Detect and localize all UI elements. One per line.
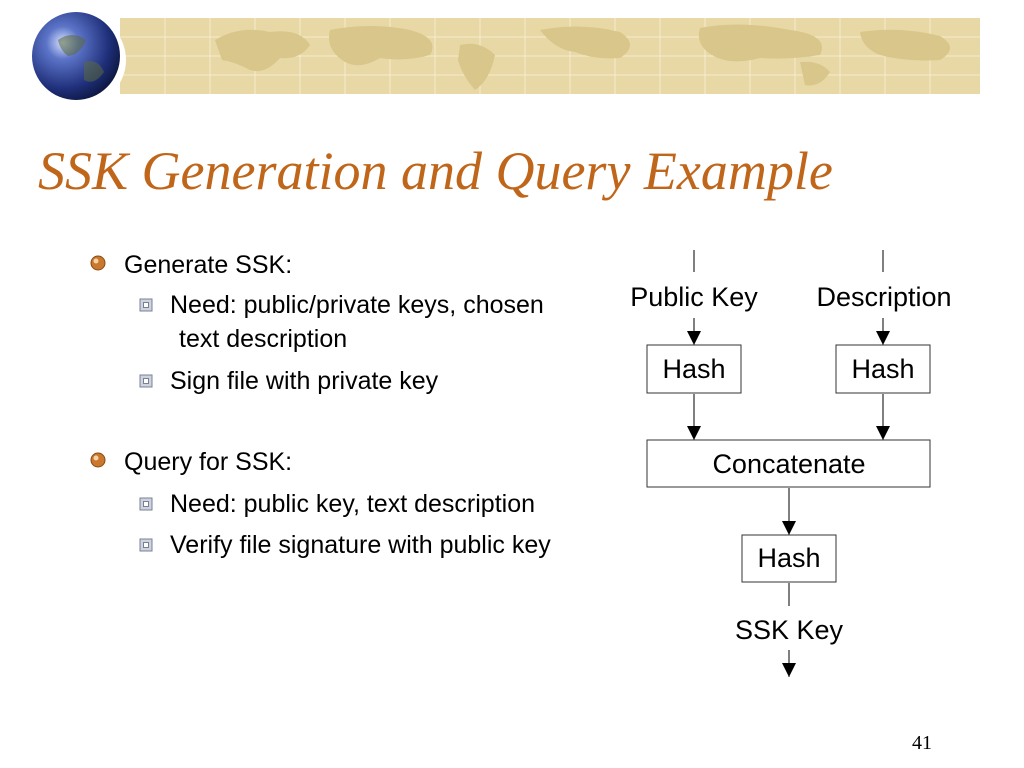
page-number: 41: [912, 732, 932, 754]
bullet-l1-icon: [90, 255, 106, 271]
label-public-key: Public Key: [630, 282, 758, 312]
sub-bullet-need-public-key: Need: public key, text description: [170, 490, 536, 518]
sub-bullet-verify-signature: Verify file signature with public key: [170, 531, 551, 559]
sub-bullet-sign-file: Sign file with private key: [170, 367, 439, 395]
bullet-list: [0, 0, 620, 600]
sub-bullet-line: Need: public/private keys, chosen: [170, 291, 544, 319]
sub-bullet-line-cont: text description: [179, 325, 348, 353]
bullet-l2-icon: [139, 374, 153, 388]
hash-final-label: Hash: [757, 543, 821, 573]
ssk-flow-diagram: [600, 240, 1000, 690]
concatenate-label: Concatenate: [712, 449, 866, 479]
sub-bullet-need-keys: [170, 288, 544, 356]
bullet-query-ssk: Query for SSK:: [124, 448, 293, 476]
bullet-l2-icon: [139, 497, 153, 511]
label-description: Description: [816, 282, 952, 312]
bullet-l2-icon: [139, 538, 153, 552]
bullet-l2-icon: [139, 298, 153, 312]
label-ssk-key: SSK Key: [734, 615, 844, 645]
bullet-generate-ssk: Generate SSK:: [124, 251, 293, 279]
hash-right-label: Hash: [851, 354, 915, 384]
bullet-l1-icon: [90, 452, 106, 468]
hash-left-label: Hash: [662, 354, 726, 384]
slide-title: SSK Generation and Query Example: [38, 141, 833, 201]
